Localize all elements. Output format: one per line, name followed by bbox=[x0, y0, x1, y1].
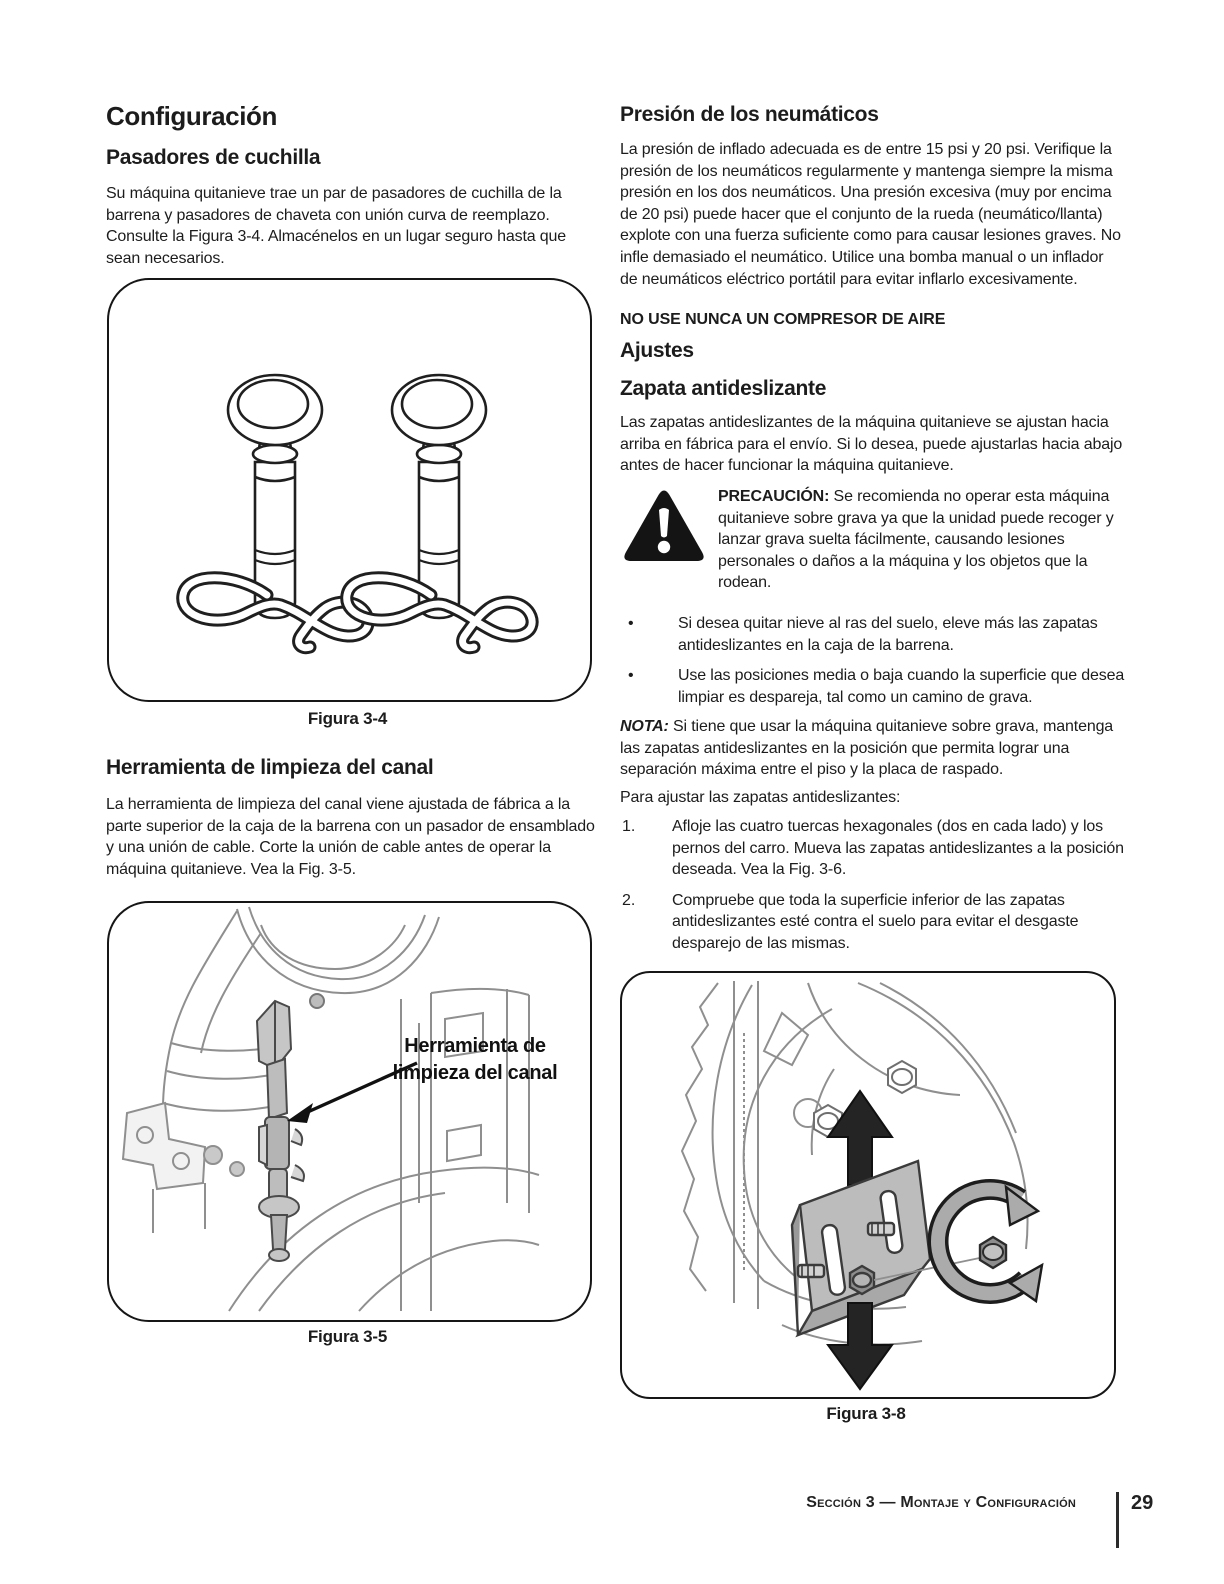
paragraph-shear-pins: Su máquina quitanieve trae un par de pasadores de cuchilla de la barrena y pasadores de chaveta con unión curva de reemplazo. Consulte la Figura 3-4. Almacénelos en un lugar seguro hasta que sean necesarios. bbox=[106, 185, 567, 267]
page-number: 29 bbox=[1131, 1492, 1154, 1514]
figure-3-4-box bbox=[107, 278, 592, 702]
caution-block bbox=[622, 486, 1122, 594]
figure-3-5-caption: Figura 3-5 bbox=[307, 1327, 388, 1346]
step-list bbox=[620, 816, 1127, 964]
figure-3-5-box bbox=[107, 901, 592, 1322]
figure-3-8-box bbox=[620, 971, 1116, 1399]
shear-pins-illustration bbox=[109, 280, 590, 695]
bullet-marker: • bbox=[628, 615, 634, 632]
footer-section-label: Sección 3 — Montaje y Configuración bbox=[806, 1494, 1076, 1511]
tire-pressure-warning: NO USE NUNCA UN COMPRESOR DE AIRE bbox=[620, 311, 946, 328]
note-paragraph: NOTA: Si tiene que usar la máquina quitanieve sobre grava, mantenga las zapatas antideslizantes en la posición que permita lograr una separación máxima entre el piso y la placa de raspado. bbox=[620, 718, 1114, 779]
heading-ajustes: Ajustes bbox=[620, 339, 694, 362]
caution-text: PRECAUCIÓN: Se recomienda no operar esta máquina quitanieve sobre grava ya que la unidad puede recoger y lanzar grava suelta fácilmente, causando lesiones personales o daños a la máquina y los objetos que la rodean. bbox=[718, 488, 1114, 592]
bullet-marker: • bbox=[628, 667, 634, 685]
heading-zapata: Zapata antideslizante bbox=[620, 377, 827, 400]
footer-divider bbox=[1116, 1492, 1119, 1548]
chute-tool-callout bbox=[375, 1033, 575, 1087]
list-item: 2. Compruebe que toda la superficie inferior de las zapatas antideslizantes esté contra el suelo para evitar el desgaste desparejo de las mismas. bbox=[620, 890, 1127, 955]
paragraph-tire-pressure: La presión de inflado adecuada es de entre 15 psi y 20 psi. Verifique la presión de los neumáticos regularmente y mantenga siempre la misma presión en los dos neumáticos. Una presión excesiva (muy por encima de 20 psi) puede hacer que el conjunto de la rueda (neumático/llanta) explote con una fuerza suficiente como para causar lesiones graves. No infle demasiado el neumático. Utilice una bomba manual o un inflador de neumáticos eléctrico portátil para evitar inflarlo excesivamente. bbox=[620, 141, 1121, 288]
chute-tool-callout-line1: Herramienta de bbox=[404, 1035, 546, 1057]
figure-3-8-caption: Figura 3-8 bbox=[826, 1404, 906, 1423]
note-label: NOTA: bbox=[620, 718, 669, 735]
heading-tire-pressure: Presión de los neumáticos bbox=[620, 103, 879, 126]
warning-triangle-icon bbox=[622, 486, 718, 568]
chute-tool-illustration bbox=[109, 903, 590, 1315]
step-number: 1. bbox=[622, 818, 636, 835]
list-item: 1. Afloje las cuatro tuercas hexagonales (dos en cada lado) y los pernos del carro. Mueva las zapatas antideslizantes a la posición deseada. Vea la Fig. 3-6. bbox=[620, 816, 1127, 881]
paragraph-zapata-intro: Las zapatas antideslizantes de la máquina quitanieve se ajustan hacia arriba en fábrica para el envío. Si lo desea, puede ajustarlas hacia abajo antes de hacer funcionar la máquina quitanieve. bbox=[620, 414, 1123, 475]
list-item: • Si desea quitar nieve al ras del suelo, eleve más las zapatas antideslizantes en la caja de la barrena. bbox=[620, 613, 1127, 656]
figure-3-4-caption: Figura 3-4 bbox=[307, 709, 388, 728]
paragraph-chute-tool: La herramienta de limpieza del canal viene ajustada de fábrica a la parte superior de la caja de la barrena con un pasador de ensamblado y una unión de cable. Corte la unión de cable antes de operar la máquina quitanieve. Vea la Fig. 3-5. bbox=[106, 796, 595, 878]
step-number: 2. bbox=[622, 891, 636, 909]
section-title: Configuración bbox=[106, 101, 278, 131]
list-item: • Use las posiciones media o baja cuando la superficie que desea limpiar es despareja, tal como un camino de grava. bbox=[620, 665, 1127, 708]
caution-label: PRECAUCIÓN: bbox=[718, 488, 830, 505]
bullet-list bbox=[620, 613, 1127, 717]
chute-tool-callout-line2: limpieza del canal bbox=[392, 1062, 558, 1084]
heading-chute-tool: Herramienta de limpieza del canal bbox=[106, 756, 434, 779]
paragraph-adjust-intro: Para ajustar las zapatas antideslizantes: bbox=[620, 789, 901, 806]
heading-shear-pins: Pasadores de cuchilla bbox=[106, 146, 321, 169]
skid-shoe-illustration bbox=[622, 973, 1114, 1392]
